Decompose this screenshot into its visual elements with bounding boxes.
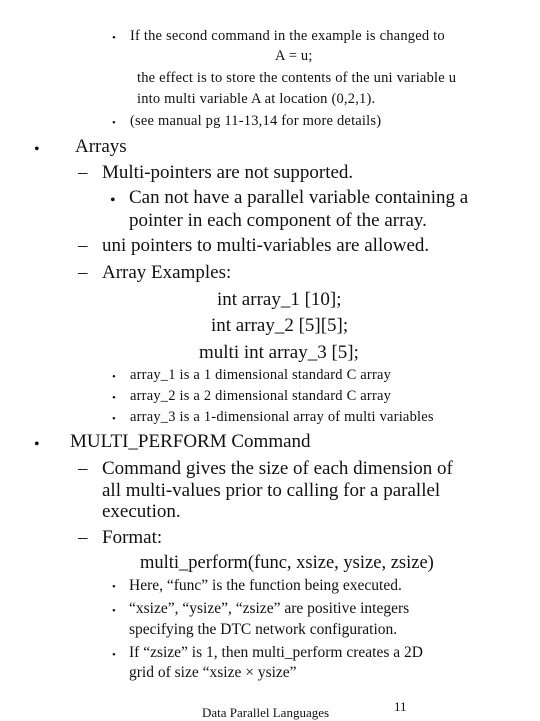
bullet-glyph: • <box>112 371 116 383</box>
top-item-1-line-3: the effect is to store the contents of the uni variable u <box>137 70 457 86</box>
top-item-1-line-4: into multi variable A at location (0,2,1). <box>137 91 376 107</box>
bullet-glyph: • <box>112 413 116 425</box>
dash-glyph: – <box>78 262 88 283</box>
bullet-glyph: • <box>110 192 116 209</box>
dash-glyph: – <box>78 527 88 548</box>
bullet-glyph: • <box>34 141 40 158</box>
format-note-3-line-2: grid of size “xsize × ysize” <box>129 664 297 681</box>
dash-glyph: – <box>78 458 88 479</box>
arrays-sub-1-note-line-2: pointer in each component of the array. <box>129 210 427 231</box>
bullet-glyph: • <box>112 32 116 44</box>
array-note: array_1 is a 1 dimensional standard C array <box>130 367 392 383</box>
format-note-1: Here, “func” is the function being executed. <box>129 577 402 594</box>
dash-glyph: – <box>78 235 88 256</box>
multi-perform-heading: MULTI_PERFORM Command <box>70 431 311 452</box>
arrays-sub-2: uni pointers to multi-variables are allowed. <box>102 235 430 256</box>
page-number: 11 <box>394 699 407 714</box>
top-item-2: (see manual pg 11-13,14 for more details) <box>130 113 382 129</box>
bullet-glyph: • <box>112 649 116 661</box>
dash-glyph: – <box>78 162 88 183</box>
arrays-sub-3: Array Examples: <box>102 262 232 283</box>
multi-perform-sub-1-line-1: Command gives the size of each dimension of <box>102 458 453 479</box>
format-code: multi_perform(func, xsize, ysize, zsize) <box>140 553 434 573</box>
footer-title: Data Parallel Languages <box>202 705 330 720</box>
bullet-glyph: • <box>112 117 116 129</box>
bullet-glyph: • <box>34 436 40 453</box>
array-note: array_2 is a 2 dimensional standard C array <box>130 388 392 404</box>
multi-perform-sub-1-line-3: execution. <box>102 501 181 522</box>
format-note-2-line-2: specifying the DTC network configuration. <box>129 621 398 638</box>
array-note: array_3 is a 1-dimensional array of multi variables <box>130 409 434 425</box>
format-note-2-line-1: “xsize”, “ysize”, “zsize” are positive integers <box>129 600 410 617</box>
arrays-heading: Arrays <box>75 136 127 157</box>
code-line: multi int array_3 [5]; <box>199 342 359 363</box>
arrays-sub-1-note-line-1: Can not have a parallel variable containing a <box>129 187 469 208</box>
top-item-1-line-1: If the second command in the example is changed to <box>130 28 445 44</box>
code-line: int array_2 [5][5]; <box>211 315 349 336</box>
bullet-glyph: • <box>112 605 116 617</box>
multi-perform-sub-2: Format: <box>102 527 163 548</box>
arrays-sub-1: Multi-pointers are not supported. <box>102 162 354 183</box>
code-line: int array_1 [10]; <box>217 289 342 310</box>
top-item-1-code: A = u; <box>275 48 313 64</box>
multi-perform-sub-1-line-2: all multi-values prior to calling for a parallel <box>102 480 441 501</box>
bullet-glyph: • <box>112 392 116 404</box>
format-note-3-line-1: If “zsize” is 1, then multi_perform creates a 2D <box>129 644 423 661</box>
bullet-glyph: • <box>112 581 116 593</box>
